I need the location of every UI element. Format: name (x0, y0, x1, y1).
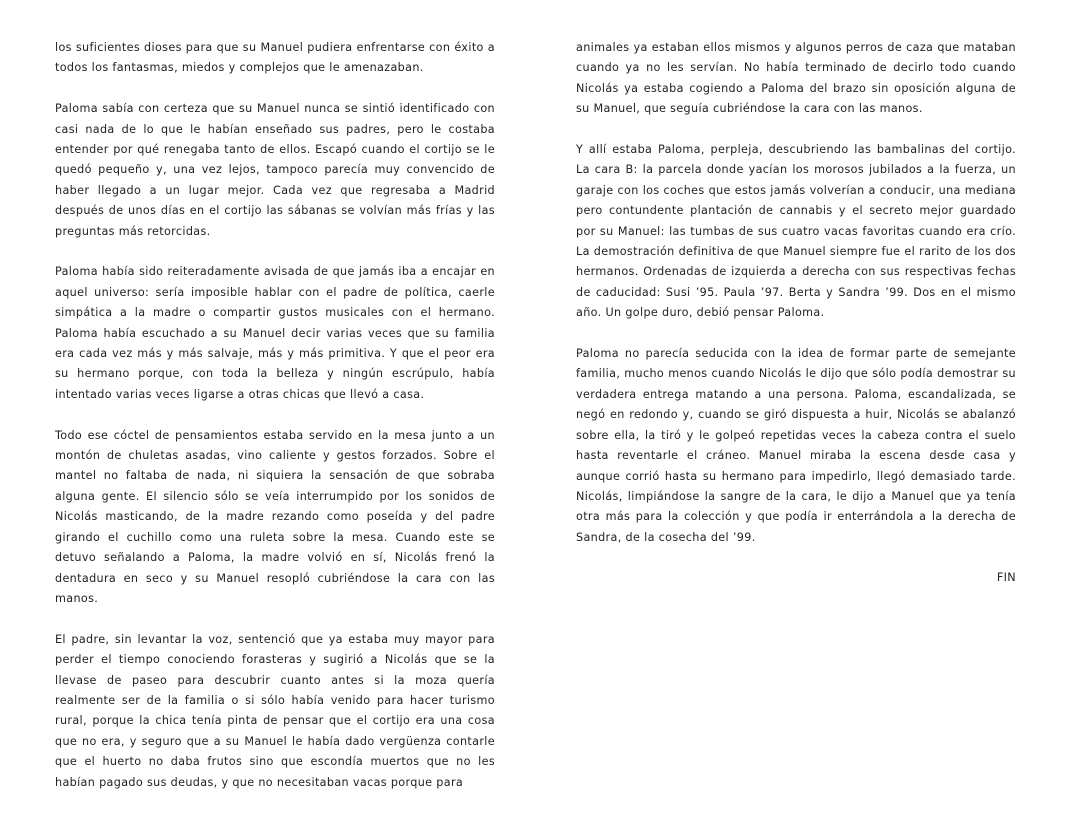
paragraph: Y allí estaba Paloma, perpleja, descubriendo las bambalinas del cortijo. La cara B: la parcela donde yacían los morosos jubilados a la fuerza, un garaje con los coches que estos jamás volverían a conducir, una mediana pero contundente plantación de cannabis y el secreto mejor guardado por su Manuel: las tumbas de sus cuatro vacas favoritas cuando era crío. La demostración definitiva de que Manuel siempre fue el rarito de los dos hermanos. Ordenadas de izquierda a derecha con sus respectivas fechas de caducidad: Susi ’95. Paula ’97. Berta y Sandra ’99. Dos en el mismo año. Un golpe duro, debió pensar Paloma. (576, 143, 1016, 320)
end-mark: FIN (996, 571, 1016, 584)
paragraph: El padre, sin levantar la voz, sentenció que ya estaba muy mayor para perder el tiempo conociendo forasteras y sugirió a Nicolás que se la llevase de paseo para descubrir cuanto antes si la moza quería realmente ser de la familia o si sólo había venido para hacer turismo rural, porque la chica tenía pinta de pensar que el cortijo era una cosa que no era, y seguro que a su Manuel le había dado vergüenza contarle que el huerto no daba frutos sino que escondía muertos que no les habían pagado sus deudas, y que no necesitaban vacas porque para (55, 632, 495, 789)
paragraph: animales ya estaban ellos mismos y algunos perros de caza que mataban cuando ya no les servían. No había terminado de decirlo todo cuando Nicolás ya estaba cogiendo a Paloma del brazo sin oposición alguna de su Manuel, que seguía cubriéndose la cara con las manos. (576, 41, 1016, 116)
paragraph: Paloma había sido reiteradamente avisada de que jamás iba a encajar en aquel universo: sería imposible hablar con el padre de política, caerle simpática a la madre o compartir gustos musicales con el hermano. Paloma había escuchado a su Manuel decir varias veces que su familia era cada vez más y más salvaje, más y más primitiva. Y que el peor era su hermano porque, con toda la belleza y ningún escrúpulo, había intentado varias veces ligarse a otras chicas que llevó a casa. (55, 265, 495, 401)
paragraph: Todo ese cóctel de pensamientos estaba servido en la mesa junto a un montón de chuletas asadas, vino caliente y gestos forzados. Sobre el mantel no faltaba de nada, ni siquiera la sensación de que sobraba alguna gente. El silencio sólo se veía interrumpido por los sonidos de Nicolás masticando, de la madre rezando como poseída y del padre girando el cuchillo como una ruleta sobre la mesa. Cuando este se detuvo señalando a Paloma, la madre volvió en sí, Nicolás frenó la dentadura en seco y su Manuel resopló cubriéndose la cara con las manos. (55, 428, 495, 605)
left-page-text (55, 38, 495, 813)
paragraph: Paloma sabía con certeza que su Manuel nunca se sintió identificado con casi nada de lo que le habían enseñado sus padres, pero le costaba entender por qué renegaba tanto de ellos. Escapó cuando el cortijo se le quedó pequeño y, una vez lejos, tampoco parecía muy convencido de haber llegado a un lugar mejor. Cada vez que regresaba a Madrid después de unos días en el cortijo las sábanas se volvían más frías y las preguntas más retorcidas. (55, 102, 495, 238)
paragraph: los suficientes dioses para que su Manuel pudiera enfrentarse con éxito a todos los fantasmas, miedos y complejos que le amenazaban. (55, 41, 495, 75)
right-page-text (576, 38, 1016, 569)
paragraph: Paloma no parecía seducida con la idea de formar parte de semejante familia, mucho menos cuando Nicolás le dijo que sólo podía demostrar su verdadera entrega matando a una persona. Paloma, escandalizada, se negó en redondo y, cuando se giró dispuesta a huir, Nicolás se abalanzó sobre ella, la tiró y le golpeó repetidas veces la cabeza contra el suelo hasta reventarle el cráneo. Manuel miraba la escena desde casa y aunque corrió hasta su hermano para impedirlo, llegó demasiado tarde. Nicolás, limpiándose la sangre de la cara, le dijo a Manuel que ya tenía otra más para la colección y que podía ir enterrándola a la derecha de Sandra, de la cosecha del ’99. (576, 347, 1016, 544)
